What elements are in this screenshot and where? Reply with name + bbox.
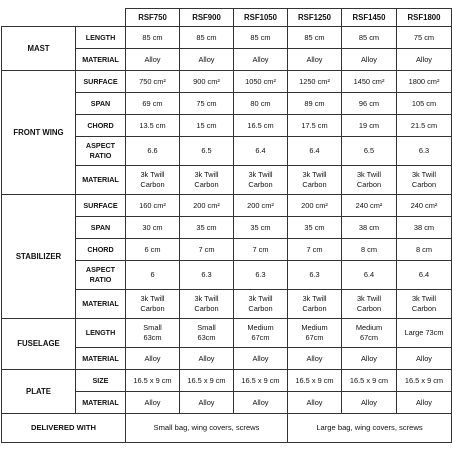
value-line: Large 73cm (404, 328, 444, 337)
attribute-label-line: CHORD (87, 120, 114, 130)
attribute-label-line: SPAN (90, 98, 111, 108)
value-cell (397, 137, 452, 166)
value-line: 75 cm (413, 32, 435, 42)
value-cell (342, 27, 397, 49)
value-line: Alloy (306, 397, 323, 407)
value-line: 6.3 (201, 270, 212, 279)
spec-table (1, 8, 452, 443)
value-cell (126, 49, 180, 71)
value-line: Medium (301, 323, 328, 332)
value-cell (126, 290, 180, 319)
value-line: Alloy (360, 397, 378, 407)
spec-row (2, 370, 452, 392)
spec-body (2, 27, 452, 414)
value-line: 3k Twill (194, 170, 219, 179)
attribute-label-line: SURFACE (83, 76, 118, 86)
attribute-label (76, 392, 126, 414)
value-line: 1450 cm² (353, 76, 385, 86)
column-header: RSF1050 (234, 9, 288, 27)
value-line: 3k Twill (356, 294, 382, 303)
value-line: 6 (150, 270, 155, 279)
value-cell (180, 348, 234, 370)
value-line: 16.5 x 9 cm (241, 375, 280, 385)
group-label: MAST (2, 27, 76, 71)
value-line: Alloy (144, 54, 161, 64)
value-cell (397, 239, 452, 261)
value-cell (397, 195, 452, 217)
value-line: Carbon (302, 180, 327, 189)
value-cell (342, 290, 397, 319)
value-cell (234, 290, 288, 319)
value-line: 38 cm (413, 222, 435, 232)
value-line: 35 cm (250, 222, 271, 232)
value-cell (180, 239, 234, 261)
value-cell (234, 217, 288, 239)
value-line: 6.5 (201, 146, 212, 155)
value-cell (342, 49, 397, 71)
value-line: 19 cm (358, 120, 380, 130)
value-cell (126, 27, 180, 49)
value-line: Medium (247, 323, 274, 332)
value-cell (342, 195, 397, 217)
value-line: Alloy (306, 353, 323, 363)
attribute-label (76, 137, 126, 166)
spec-row (2, 319, 452, 348)
attribute-label-line: ASPECT (85, 265, 116, 274)
value-line: 85 cm (196, 32, 217, 42)
column-header: RSF750 (126, 9, 180, 27)
value-line: 21.5 cm (410, 120, 438, 130)
value-cell (180, 49, 234, 71)
value-line: 7 cm (198, 244, 215, 254)
value-cell (234, 370, 288, 392)
value-cell (342, 261, 397, 290)
value-line: Alloy (252, 54, 269, 64)
delivered-label: DELIVERED WITH (2, 414, 126, 443)
value-cell (126, 137, 180, 166)
attribute-label-line: CHORD (87, 244, 114, 254)
value-line: 67cm (305, 333, 324, 342)
value-line: 16.5 x 9 cm (187, 375, 226, 385)
attribute-label-line: LENGTH (85, 328, 116, 337)
value-cell (288, 261, 342, 290)
value-cell (397, 217, 452, 239)
value-cell (126, 370, 180, 392)
value-cell (397, 115, 452, 137)
value-cell (126, 392, 180, 414)
value-line: Carbon (194, 180, 219, 189)
value-line: Alloy (144, 353, 161, 363)
value-line: 16.5 cm (247, 120, 274, 130)
value-line: 85 cm (250, 32, 271, 42)
value-line: 30 cm (142, 222, 163, 232)
value-line: 16.5 x 9 cm (295, 375, 334, 385)
value-cell (234, 71, 288, 93)
value-line: 1800 cm² (408, 76, 440, 86)
value-line: 6.4 (363, 270, 375, 279)
value-line: Carbon (140, 304, 165, 313)
value-line: 38 cm (358, 222, 380, 232)
value-line: 6.4 (309, 146, 320, 155)
value-line: 6.5 (363, 146, 375, 155)
attribute-label (76, 261, 126, 290)
value-cell (234, 195, 288, 217)
value-line: 6.3 (418, 146, 430, 155)
value-line: 67cm (251, 333, 270, 342)
attribute-label (76, 166, 126, 195)
value-cell (342, 319, 397, 348)
value-cell (180, 166, 234, 195)
value-cell (126, 71, 180, 93)
value-cell (288, 27, 342, 49)
value-cell (288, 71, 342, 93)
value-cell (288, 93, 342, 115)
value-line: 13.5 cm (139, 120, 166, 130)
value-cell (288, 239, 342, 261)
value-cell (288, 195, 342, 217)
value-cell (288, 217, 342, 239)
value-line: 240 cm² (355, 200, 383, 210)
value-cell (288, 392, 342, 414)
column-header: RSF1450 (342, 9, 397, 27)
value-cell (288, 115, 342, 137)
header-blank-cell (2, 9, 126, 27)
value-line: Small (197, 323, 216, 332)
delivered-row (2, 414, 452, 443)
value-cell (342, 392, 397, 414)
value-line: Carbon (248, 304, 273, 313)
value-line: 200 cm² (193, 200, 220, 210)
value-line: 6.4 (255, 146, 266, 155)
attribute-label (76, 217, 126, 239)
value-line: 16.5 x 9 cm (349, 375, 389, 385)
value-cell (342, 348, 397, 370)
value-line: 200 cm² (301, 200, 328, 210)
attribute-label (76, 115, 126, 137)
value-line: 8 cm (415, 244, 432, 254)
value-cell (180, 137, 234, 166)
value-line: 35 cm (304, 222, 325, 232)
value-line: 160 cm² (139, 200, 166, 210)
value-cell (126, 195, 180, 217)
value-line: 96 cm (358, 98, 380, 108)
value-cell (126, 261, 180, 290)
value-cell (180, 370, 234, 392)
attribute-label-line: MATERIAL (82, 353, 119, 363)
value-cell (126, 217, 180, 239)
value-line: 750 cm² (139, 76, 166, 86)
group-label: STABILIZER (2, 195, 76, 319)
value-line: Alloy (415, 54, 433, 64)
value-cell (288, 166, 342, 195)
value-cell (234, 115, 288, 137)
value-line: Carbon (302, 304, 327, 313)
group-label: FRONT WING (2, 71, 76, 195)
value-cell (234, 261, 288, 290)
value-cell (397, 261, 452, 290)
attribute-label (76, 49, 126, 71)
value-line: Alloy (252, 397, 269, 407)
group-label: PLATE (2, 370, 76, 414)
value-cell (234, 27, 288, 49)
value-line: Small (143, 323, 162, 332)
value-cell (342, 166, 397, 195)
value-line: 63cm (143, 333, 162, 342)
value-cell (234, 392, 288, 414)
value-cell (180, 195, 234, 217)
value-line: Carbon (140, 180, 165, 189)
value-cell (397, 392, 452, 414)
value-cell (126, 166, 180, 195)
value-cell (397, 166, 452, 195)
attribute-label (76, 93, 126, 115)
value-cell (397, 27, 452, 49)
delivered-small-set: Small bag, wing covers, screws (126, 414, 288, 443)
value-cell (126, 239, 180, 261)
value-cell (126, 348, 180, 370)
value-cell (397, 348, 452, 370)
value-line: 80 cm (250, 98, 271, 108)
value-line: Alloy (252, 353, 269, 363)
value-cell (234, 319, 288, 348)
value-line: 105 cm (411, 98, 437, 108)
value-cell (288, 348, 342, 370)
value-line: 3k Twill (411, 170, 437, 179)
value-line: 69 cm (142, 98, 163, 108)
value-cell (397, 290, 452, 319)
value-line: Alloy (415, 397, 433, 407)
value-line: 3k Twill (140, 170, 165, 179)
value-cell (342, 370, 397, 392)
attribute-label (76, 27, 126, 49)
value-line: Carbon (411, 304, 437, 313)
value-cell (397, 319, 452, 348)
value-cell (342, 71, 397, 93)
value-cell (342, 137, 397, 166)
value-line: Alloy (144, 397, 161, 407)
value-line: 6.3 (309, 270, 320, 279)
value-cell (126, 93, 180, 115)
attribute-label-line: MATERIAL (82, 299, 119, 308)
value-cell (288, 319, 342, 348)
value-cell (397, 49, 452, 71)
value-line: Carbon (194, 304, 219, 313)
value-line: Alloy (415, 353, 433, 363)
value-line: 75 cm (196, 98, 217, 108)
value-line: 67cm (359, 333, 379, 342)
value-line: 63cm (197, 333, 216, 342)
value-line: 3k Twill (140, 294, 165, 303)
value-cell (288, 290, 342, 319)
value-line: 200 cm² (247, 200, 274, 210)
spec-row (2, 27, 452, 49)
attribute-label (76, 290, 126, 319)
attribute-label-line: MATERIAL (82, 397, 119, 407)
value-line: Alloy (198, 397, 215, 407)
attribute-label-line: LENGTH (85, 32, 116, 42)
value-cell (397, 93, 452, 115)
value-cell (342, 239, 397, 261)
value-line: Alloy (360, 54, 378, 64)
group-label: FUSELAGE (2, 319, 76, 370)
value-line: 3k Twill (356, 170, 382, 179)
value-line: 1050 cm² (245, 76, 276, 86)
value-cell (180, 71, 234, 93)
value-line: 17.5 cm (301, 120, 328, 130)
value-line: 900 cm² (193, 76, 220, 86)
column-header: RSF1250 (288, 9, 342, 27)
value-line: 85 cm (304, 32, 325, 42)
column-header: RSF1800 (397, 9, 452, 27)
attribute-label (76, 195, 126, 217)
value-cell (180, 261, 234, 290)
value-line: 3k Twill (302, 170, 327, 179)
value-cell (126, 115, 180, 137)
column-header: RSF900 (180, 9, 234, 27)
value-cell (180, 392, 234, 414)
value-line: 85 cm (142, 32, 163, 42)
value-line: 6.3 (255, 270, 266, 279)
value-line: 6 cm (144, 244, 161, 254)
value-line: Medium (355, 323, 383, 332)
value-line: Alloy (198, 54, 215, 64)
attribute-label-line: ASPECT (85, 141, 116, 150)
value-line: 3k Twill (194, 294, 219, 303)
value-cell (234, 93, 288, 115)
spec-row (2, 71, 452, 93)
attribute-label-line: SPAN (90, 222, 111, 232)
value-line: 1250 cm² (299, 76, 330, 86)
value-line: Carbon (356, 180, 382, 189)
value-line: 3k Twill (302, 294, 327, 303)
header-row (2, 9, 452, 27)
value-line: Alloy (360, 353, 378, 363)
value-cell (180, 27, 234, 49)
delivered-large-set: Large bag, wing covers, screws (288, 414, 452, 443)
value-line: 6.6 (147, 146, 158, 155)
attribute-label-line: MATERIAL (82, 175, 119, 184)
attribute-label (76, 348, 126, 370)
value-line: Alloy (306, 54, 323, 64)
value-cell (234, 348, 288, 370)
value-cell (342, 217, 397, 239)
value-cell (342, 93, 397, 115)
value-line: 85 cm (358, 32, 380, 42)
value-line: 7 cm (306, 244, 323, 254)
attribute-label (76, 239, 126, 261)
value-cell (180, 93, 234, 115)
value-cell (180, 290, 234, 319)
value-cell (397, 370, 452, 392)
attribute-label (76, 370, 126, 392)
value-line: Carbon (248, 180, 273, 189)
attribute-label-line: MATERIAL (82, 54, 119, 64)
value-cell (234, 49, 288, 71)
value-cell (180, 115, 234, 137)
value-cell (397, 71, 452, 93)
value-line: Carbon (411, 180, 437, 189)
value-line: Alloy (198, 353, 215, 363)
value-cell (342, 115, 397, 137)
value-cell (288, 49, 342, 71)
value-cell (234, 239, 288, 261)
value-line: 16.5 x 9 cm (133, 375, 172, 385)
value-line: 6.4 (418, 270, 430, 279)
value-line: 35 cm (196, 222, 217, 232)
value-line: Carbon (356, 304, 382, 313)
value-line: 7 cm (252, 244, 269, 254)
value-line: 16.5 x 9 cm (404, 375, 444, 385)
attribute-label (76, 319, 126, 348)
attribute-label-line: SIZE (92, 375, 109, 385)
attribute-label-line: SURFACE (83, 200, 118, 210)
attribute-label-line: RATIO (89, 151, 112, 160)
attribute-label (76, 71, 126, 93)
value-line: 3k Twill (248, 170, 273, 179)
value-line: 3k Twill (411, 294, 437, 303)
value-cell (288, 370, 342, 392)
value-cell (126, 319, 180, 348)
value-cell (288, 137, 342, 166)
value-cell (234, 137, 288, 166)
value-cell (180, 319, 234, 348)
value-line: 3k Twill (248, 294, 273, 303)
spec-row (2, 195, 452, 217)
value-cell (234, 166, 288, 195)
attribute-label-line: RATIO (89, 275, 112, 284)
value-line: 15 cm (196, 120, 217, 130)
value-line: 240 cm² (410, 200, 438, 210)
value-cell (180, 217, 234, 239)
value-line: 8 cm (360, 244, 377, 254)
value-line: 89 cm (304, 98, 325, 108)
